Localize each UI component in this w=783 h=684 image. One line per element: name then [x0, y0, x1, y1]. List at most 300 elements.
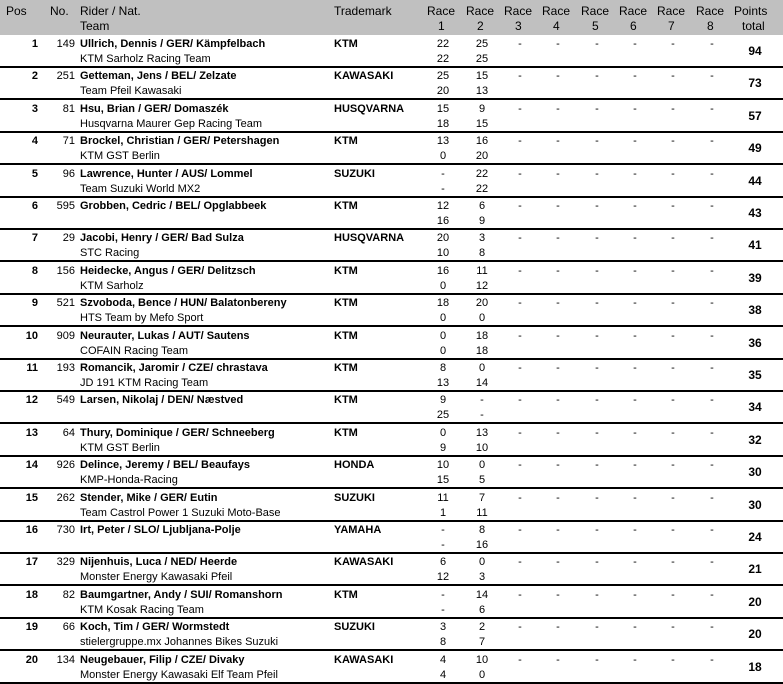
race-6-result: -: [633, 70, 637, 83]
points-total-cell: 39: [748, 270, 762, 285]
race-4-result: -: [556, 588, 560, 601]
race-1-result-1: 13: [436, 135, 450, 148]
number-cell: 262: [56, 491, 75, 504]
race-5-result: -: [595, 70, 599, 83]
race-6-result: -: [633, 491, 637, 504]
points-total-cell: 38: [748, 303, 762, 318]
race-1-result-2: -: [441, 603, 445, 616]
header-team: Team: [80, 19, 110, 33]
rider-cell: Szvoboda, Bence / HUN/ Balatonbereny: [80, 297, 287, 310]
race-1-result-1: 8: [439, 362, 447, 374]
race-3-result: -: [518, 70, 522, 83]
trademark-cell: KTM: [334, 135, 358, 148]
rider-cell: Larsen, Nikolaj / DEN/ Næstved: [80, 394, 244, 407]
race-5-result: -: [595, 297, 599, 310]
points-total-cell: 94: [748, 44, 762, 58]
race-2-result-2: 3: [478, 571, 486, 584]
position-cell: 9: [31, 297, 38, 310]
team-cell: Husqvarna Maurer Gep Racing Team: [80, 117, 262, 130]
race-1-result-1: -: [441, 588, 445, 601]
race-4-result: -: [556, 621, 560, 634]
race-5-result: -: [595, 102, 599, 115]
race-5-result: -: [595, 491, 599, 504]
race-7-result: -: [671, 524, 675, 536]
team-cell: KTM Kosak Racing Team: [80, 603, 204, 616]
position-cell: 15: [25, 491, 38, 504]
race-1-result-1: 3: [439, 621, 447, 634]
race-1-result-1: 9: [439, 394, 447, 407]
race-7-result: -: [671, 135, 675, 148]
race-1-result-1: 12: [436, 200, 450, 212]
race-7-result: -: [671, 297, 675, 310]
position-cell: 16: [25, 524, 38, 536]
race-4-result: -: [556, 167, 560, 180]
race-5-result: -: [595, 167, 599, 180]
race-2-result-2: 15: [475, 117, 489, 130]
points-total-cell: 44: [748, 173, 762, 188]
number-cell: 909: [56, 329, 75, 342]
race-4-result: -: [556, 524, 560, 536]
race-2-result-1: 7: [478, 491, 486, 504]
race-3-result: -: [518, 167, 522, 180]
number-cell: 549: [56, 394, 75, 407]
race-5-result: -: [595, 459, 599, 472]
team-cell: Team Castrol Power 1 Suzuki Moto-Base: [80, 506, 281, 519]
race-6-result: -: [633, 264, 637, 277]
race-5-result: -: [595, 200, 599, 212]
rider-cell: Jacobi, Henry / GER/ Bad Sulza: [80, 232, 244, 245]
race-7-result: -: [671, 653, 675, 666]
rider-cell: Delince, Jeremy / BEL/ Beaufays: [80, 459, 250, 472]
race-2-result-2: 6: [478, 603, 486, 616]
race-7-result: -: [671, 102, 675, 115]
race-6-result: -: [633, 524, 637, 536]
race-8-result: -: [710, 200, 714, 212]
race-7-result: -: [671, 232, 675, 245]
team-cell: JD 191 KTM Racing Team: [80, 377, 209, 389]
race-2-result-2: 9: [478, 215, 486, 227]
race-2-result-1: 8: [478, 524, 486, 536]
race-4-result: -: [556, 232, 560, 245]
header-race-3-number: 3: [515, 19, 522, 33]
race-7-result: -: [671, 556, 675, 569]
points-total-cell: 49: [748, 141, 762, 156]
number-cell: 329: [56, 556, 75, 569]
position-cell: 3: [31, 102, 38, 115]
trademark-cell: YAMAHA: [334, 524, 382, 536]
points-total-cell: 35: [748, 368, 762, 382]
race-2-result-1: 11: [476, 264, 488, 277]
race-4-result: -: [556, 297, 560, 310]
team-cell: STC Racing: [80, 247, 140, 260]
table-row: [0, 101, 783, 133]
position-cell: 18: [25, 588, 38, 601]
race-1-result-1: 15: [436, 102, 450, 115]
race-2-result-2: 0: [478, 312, 486, 325]
trademark-cell: SUZUKI: [334, 621, 375, 634]
trademark-cell: HUSQVARNA: [334, 102, 405, 115]
race-8-result: -: [710, 459, 714, 472]
race-4-result: -: [556, 329, 560, 342]
team-cell: COFAIN Racing Team: [80, 344, 189, 357]
race-4-result: -: [556, 38, 560, 50]
race-5-result: -: [595, 588, 599, 601]
header-race-4-label: Race: [542, 4, 571, 18]
rider-cell: Stender, Mike / GER/ Eutin: [80, 491, 218, 504]
race-2-result-2: 5: [478, 474, 486, 487]
rider-cell: Getteman, Jens / BEL/ Zelzate: [80, 70, 237, 83]
race-7-result: -: [671, 329, 675, 342]
race-3-result: -: [518, 297, 522, 310]
race-6-result: -: [633, 459, 637, 472]
race-2-result-1: 3: [478, 232, 486, 245]
race-3-result: -: [518, 621, 522, 634]
race-1-result-2: 0: [439, 150, 447, 163]
rider-cell: Grobben, Cedric / BEL/ Opglabbeek: [80, 200, 267, 212]
header-race-2-label: Race: [466, 4, 495, 18]
race-2-result-1: 25: [475, 38, 489, 50]
number-cell: 156: [56, 264, 75, 277]
race-7-result: -: [671, 491, 675, 504]
race-1-result-2: -: [441, 182, 445, 195]
points-total-cell: 30: [748, 497, 762, 512]
rider-cell: Baumgartner, Andy / SUI/ Romanshorn: [80, 588, 283, 601]
race-1-result-2: 25: [436, 409, 450, 422]
race-2-result-1: 0: [478, 556, 486, 569]
race-8-result: -: [710, 70, 714, 83]
race-2-result-1: 16: [475, 135, 489, 148]
rider-cell: Hsu, Brian / GER/ Domaszék: [80, 102, 229, 115]
race-6-result: -: [633, 653, 637, 666]
header-pos: Pos: [6, 4, 27, 18]
race-2-result-1: -: [480, 394, 484, 407]
race-1-result-1: 6: [439, 556, 447, 569]
points-total-cell: 20: [748, 627, 762, 642]
trademark-cell: KTM: [334, 329, 358, 342]
table-row: [0, 68, 783, 100]
race-6-result: -: [633, 621, 637, 634]
trademark-cell: SUZUKI: [334, 167, 375, 180]
header-points: Points: [734, 4, 768, 18]
race-3-result: -: [518, 102, 522, 115]
points-total-cell: 21: [748, 562, 762, 577]
race-4-result: -: [556, 653, 560, 666]
race-1-result-2: -: [441, 539, 445, 551]
race-2-result-2: 14: [475, 377, 489, 389]
race-5-result: -: [595, 621, 599, 634]
rider-cell: Brockel, Christian / GER/ Petershagen: [80, 135, 280, 148]
race-1-result-1: 25: [436, 70, 450, 83]
race-4-result: -: [556, 102, 560, 115]
trademark-cell: KTM: [334, 588, 358, 601]
points-total-cell: 30: [748, 465, 762, 480]
trademark-cell: KTM: [334, 200, 358, 212]
table-row: [0, 619, 783, 651]
table-row: [0, 392, 783, 424]
table-row: [0, 263, 783, 295]
race-8-result: -: [710, 38, 714, 50]
table-row: [0, 587, 783, 619]
race-1-result-1: 16: [436, 264, 450, 277]
race-1-result-1: 11: [437, 491, 449, 504]
table-row: [0, 198, 783, 230]
race-8-result: -: [710, 264, 714, 277]
table-row: [0, 360, 783, 392]
race-2-result-2: -: [480, 409, 484, 422]
race-1-result-1: 10: [436, 459, 450, 472]
header-race-8-number: 8: [707, 19, 714, 33]
race-3-result: -: [518, 362, 522, 374]
header-trademark: Trademark: [334, 4, 392, 18]
race-1-result-2: 0: [439, 344, 447, 357]
number-cell: 149: [56, 38, 75, 50]
trademark-cell: KTM: [334, 38, 358, 50]
race-1-result-2: 0: [439, 312, 447, 325]
race-7-result: -: [671, 167, 675, 180]
race-7-result: -: [671, 200, 675, 212]
race-8-result: -: [710, 621, 714, 634]
race-3-result: -: [518, 459, 522, 472]
race-1-result-1: -: [441, 167, 445, 180]
race-3-result: -: [518, 329, 522, 342]
position-cell: 8: [31, 264, 38, 277]
race-5-result: -: [595, 524, 599, 536]
points-total-cell: 73: [748, 76, 762, 91]
race-8-result: -: [710, 232, 714, 245]
position-cell: 7: [31, 232, 38, 245]
rider-cell: Neugebauer, Filip / CZE/ Divaky: [80, 653, 245, 666]
number-cell: 926: [56, 459, 75, 472]
race-1-result-2: 0: [439, 279, 447, 292]
race-6-result: -: [633, 135, 637, 148]
race-1-result-2: 20: [436, 85, 450, 98]
header-rider: Rider / Nat.: [80, 4, 141, 18]
position-cell: 12: [25, 394, 38, 407]
race-2-result-1: 13: [475, 426, 489, 439]
race-1-result-1: 22: [436, 38, 450, 50]
race-1-result-2: 18: [436, 117, 450, 130]
table-row: [0, 522, 783, 554]
rider-cell: Romancik, Jaromir / CZE/ chrastava: [80, 362, 268, 374]
race-1-result-2: 15: [436, 474, 450, 487]
race-4-result: -: [556, 264, 560, 277]
rider-cell: Ullrich, Dennis / GER/ Kämpfelbach: [80, 38, 266, 50]
race-5-result: -: [595, 329, 599, 342]
race-6-result: -: [633, 329, 637, 342]
header-race-2-number: 2: [477, 19, 484, 33]
race-5-result: -: [595, 394, 599, 407]
race-1-result-1: -: [441, 524, 445, 536]
header-race-1-number: 1: [438, 19, 445, 33]
race-8-result: -: [710, 394, 714, 407]
race-2-result-2: 20: [475, 150, 489, 163]
table-row: [0, 328, 783, 360]
race-5-result: -: [595, 135, 599, 148]
race-4-result: -: [556, 556, 560, 569]
race-7-result: -: [671, 38, 675, 50]
points-total-cell: 20: [748, 594, 762, 609]
number-cell: 82: [62, 588, 75, 601]
header-race-6-label: Race: [619, 4, 648, 18]
number-cell: 71: [62, 135, 75, 148]
rider-cell: Koch, Tim / GER/ Wormstedt: [80, 621, 230, 634]
race-3-result: -: [518, 653, 522, 666]
race-1-result-1: 0: [439, 329, 447, 342]
race-7-result: -: [671, 459, 675, 472]
race-1-result-2: 22: [436, 53, 450, 65]
race-6-result: -: [633, 426, 637, 439]
rider-cell: Neurauter, Lukas / AUT/ Sautens: [80, 329, 250, 342]
trademark-cell: KTM: [334, 297, 358, 310]
position-cell: 5: [31, 167, 38, 180]
race-3-result: -: [518, 232, 522, 245]
race-4-result: -: [556, 70, 560, 83]
position-cell: 11: [26, 362, 38, 374]
race-2-result-2: 25: [475, 53, 489, 65]
race-2-result-1: 20: [475, 297, 489, 310]
trademark-cell: SUZUKI: [334, 491, 375, 504]
number-cell: 730: [56, 524, 75, 536]
race-3-result: -: [518, 200, 522, 212]
race-8-result: -: [710, 524, 714, 536]
race-2-result-2: 13: [475, 85, 489, 98]
race-7-result: -: [671, 70, 675, 83]
trademark-cell: KTM: [334, 426, 358, 439]
rider-cell: Lawrence, Hunter / AUS/ Lommel: [80, 167, 253, 180]
points-total-cell: 36: [748, 335, 762, 350]
table-row: [0, 554, 783, 586]
race-3-result: -: [518, 491, 522, 504]
race-4-result: -: [556, 394, 560, 407]
points-total-cell: 34: [748, 400, 762, 415]
race-8-result: -: [710, 588, 714, 601]
number-cell: 96: [62, 167, 75, 180]
table-row: [0, 295, 783, 327]
trademark-cell: KTM: [334, 362, 358, 374]
table-row: [0, 36, 783, 68]
trademark-cell: KAWASAKI: [334, 70, 394, 83]
header-total: total: [742, 19, 765, 33]
race-1-result-1: 20: [436, 232, 450, 245]
race-2-result-1: 0: [478, 459, 486, 472]
position-cell: 13: [25, 426, 38, 439]
table-row: [0, 457, 783, 489]
race-5-result: -: [595, 556, 599, 569]
points-total-cell: 57: [748, 108, 762, 123]
team-cell: Team Pfeil Kawasaki: [80, 85, 182, 98]
race-6-result: -: [633, 556, 637, 569]
race-8-result: -: [710, 135, 714, 148]
race-3-result: -: [518, 524, 522, 536]
race-2-result-1: 6: [478, 200, 486, 212]
race-5-result: -: [595, 264, 599, 277]
position-cell: 20: [25, 653, 38, 666]
position-cell: 19: [25, 621, 38, 634]
race-8-result: -: [710, 653, 714, 666]
number-cell: 29: [62, 232, 75, 245]
race-8-result: -: [710, 102, 714, 115]
table-row: [0, 490, 783, 522]
header-race-4-number: 4: [553, 19, 560, 33]
race-5-result: -: [595, 426, 599, 439]
race-1-result-2: 12: [436, 571, 450, 584]
race-4-result: -: [556, 426, 560, 439]
header-race-7-number: 7: [668, 19, 675, 33]
race-3-result: -: [518, 426, 522, 439]
number-cell: 193: [56, 362, 75, 374]
race-4-result: -: [556, 491, 560, 504]
race-8-result: -: [710, 491, 714, 504]
race-6-result: -: [633, 167, 637, 180]
race-2-result-2: 0: [478, 668, 486, 681]
race-1-result-1: 4: [439, 653, 447, 666]
team-cell: Team Suzuki World MX2: [80, 182, 201, 195]
race-2-result-1: 22: [475, 167, 489, 180]
race-1-result-1: 18: [436, 297, 450, 310]
race-2-result-1: 15: [475, 70, 489, 83]
points-total-cell: 43: [748, 206, 762, 220]
race-8-result: -: [710, 556, 714, 569]
team-cell: KTM GST Berlin: [80, 150, 160, 163]
points-total-cell: 32: [748, 432, 762, 447]
number-cell: 66: [62, 621, 75, 634]
race-7-result: -: [671, 621, 675, 634]
header-no: No.: [50, 4, 69, 18]
table-row: [0, 166, 783, 198]
race-2-result-2: 10: [475, 441, 489, 454]
rider-cell: Thury, Dominique / GER/ Schneeberg: [80, 426, 275, 439]
race-7-result: -: [671, 362, 675, 374]
race-6-result: -: [633, 232, 637, 245]
position-cell: 4: [31, 135, 38, 148]
race-7-result: -: [671, 394, 675, 407]
race-2-result-1: 0: [478, 362, 486, 374]
points-total-cell: 24: [748, 530, 762, 544]
race-3-result: -: [518, 264, 522, 277]
race-2-result-1: 14: [475, 588, 489, 601]
race-2-result-1: 2: [478, 621, 486, 634]
rider-cell: Nijenhuis, Luca / NED/ Heerde: [80, 556, 238, 569]
race-2-result-2: 8: [478, 247, 486, 260]
header-race-5-number: 5: [592, 19, 599, 33]
team-cell: Monster Energy Kawasaki Elf Team Pfeil: [80, 668, 278, 681]
header-race-7-label: Race: [657, 4, 686, 18]
race-1-result-2: 9: [439, 441, 447, 454]
header-race-3-label: Race: [504, 4, 533, 18]
race-8-result: -: [710, 167, 714, 180]
race-1-result-2: 16: [436, 215, 450, 227]
position-cell: 14: [25, 459, 38, 472]
race-2-result-2: 11: [476, 506, 488, 519]
table-row: [0, 652, 783, 684]
race-6-result: -: [633, 38, 637, 50]
number-cell: 134: [56, 653, 75, 666]
table-row: [0, 230, 783, 262]
race-2-result-1: 18: [475, 329, 489, 342]
race-2-result-2: 22: [475, 182, 489, 195]
race-8-result: -: [710, 297, 714, 310]
table-row: [0, 133, 783, 165]
race-2-result-2: 16: [475, 539, 489, 551]
race-6-result: -: [633, 200, 637, 212]
number-cell: 64: [62, 426, 75, 439]
number-cell: 251: [56, 70, 75, 83]
position-cell: 17: [25, 556, 38, 569]
number-cell: 595: [56, 200, 75, 212]
race-2-result-2: 7: [478, 636, 486, 649]
race-2-result-1: 9: [478, 102, 486, 115]
race-6-result: -: [633, 102, 637, 115]
